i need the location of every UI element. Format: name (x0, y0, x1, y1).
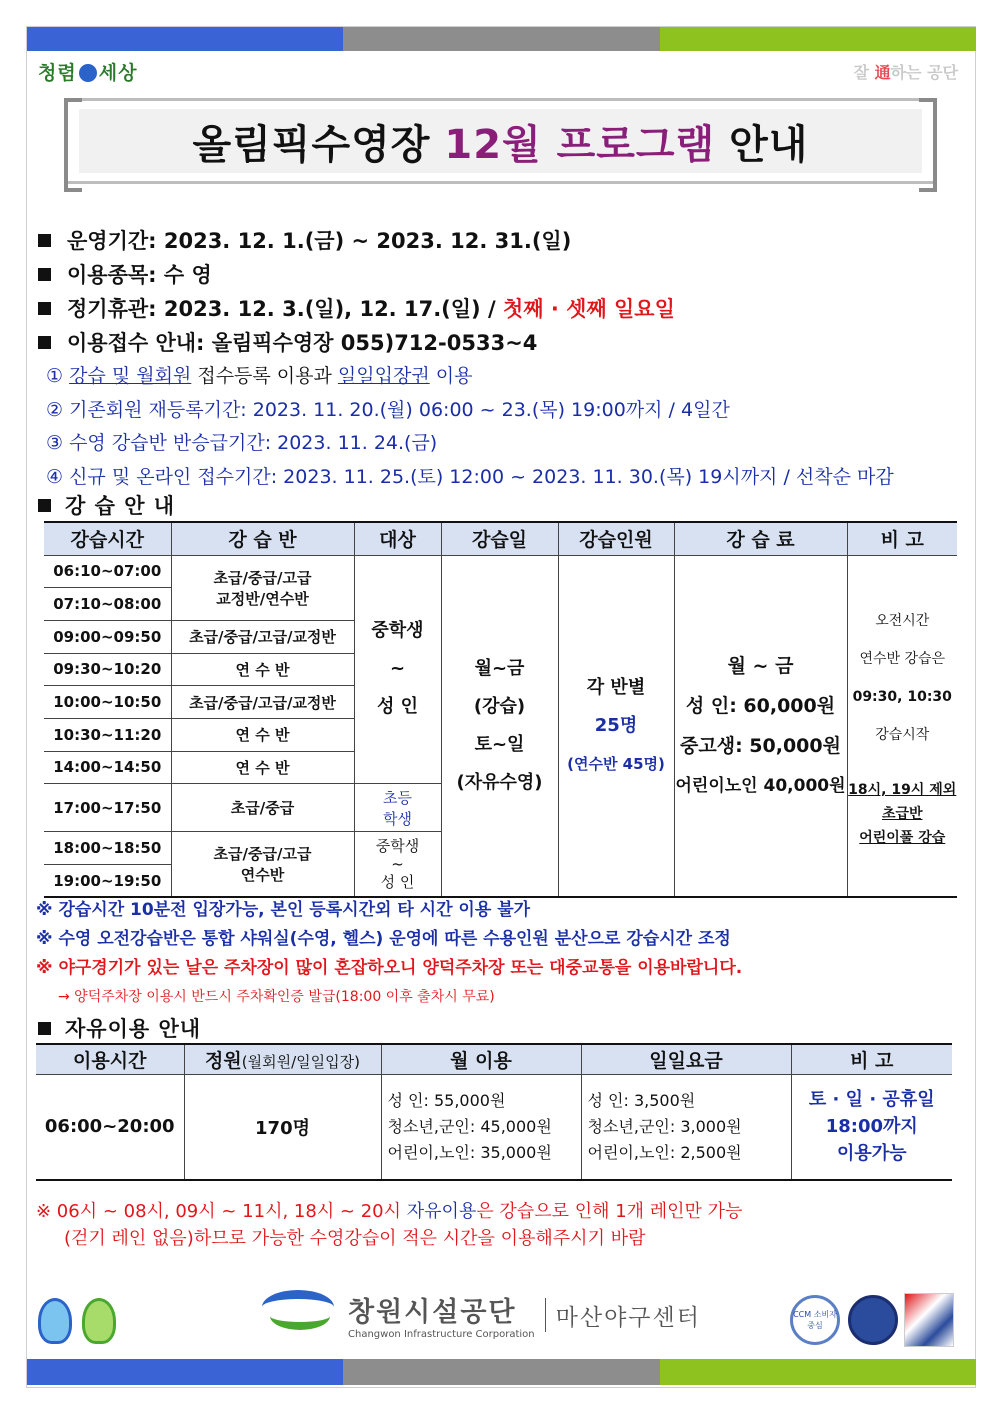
fee-cell: 월 ~ 금 성 인: 60,000원 중고생: 50,000원 어린이노인 40,000원 (674, 555, 847, 897)
days-cell: 월~금 (강습) 토~일 (자유수영) (441, 555, 558, 897)
mascot-blue-icon (38, 1298, 72, 1344)
free-section-title: 자유이용 안내 (38, 1013, 201, 1043)
col-header-note: 비 고 (847, 522, 957, 555)
org-english-name: Changwon Infrastructure Corporation (348, 1329, 535, 1340)
free-capacity-cell: 170명 (184, 1074, 381, 1180)
col-header-target: 대상 (354, 522, 441, 555)
award-seal-icon (904, 1293, 954, 1347)
operation-info (38, 224, 675, 360)
class-cell: 초급/중급/고급 교정반/연수반 (171, 555, 354, 620)
class-cell: 초급/중급 (171, 784, 354, 832)
table-row (44, 555, 957, 588)
bullet-icon (38, 499, 51, 512)
free-header-row (36, 1044, 952, 1074)
organization-logo (262, 1290, 701, 1340)
time-cell: 10:30~11:20 (44, 718, 171, 751)
corp-mark-icon (262, 1290, 334, 1340)
info-closed: 정기휴관: 2023. 12. 3.(일), 12. 17.(일) / 첫째 · 셋째 일요일 (38, 292, 675, 326)
col-header-time: 이용시간 (36, 1044, 184, 1074)
class-cell: 초급/중급/고급 연수반 (171, 832, 354, 897)
class-cell: 연 수 반 (171, 751, 354, 784)
sun-icon (79, 64, 97, 82)
bullet-icon (38, 302, 51, 315)
bullet-icon (38, 234, 51, 247)
clean-world-logo: 청렴 세상 (38, 62, 138, 84)
bullet-icon (38, 268, 51, 281)
target-cell: 중학생 ~ 성 인 (354, 555, 441, 784)
title-banner (64, 98, 937, 184)
time-cell: 10:00~10:50 (44, 686, 171, 719)
registration-notes (46, 360, 894, 494)
lesson-note-3: ※ 야구경기가 있는 날은 주차장이 많이 혼잡하오니 양덕주차장 또는 대중교통을 이용바랍니다. (36, 958, 743, 978)
col-header-days: 강습일 (441, 522, 558, 555)
col-header-daily: 일일요금 (581, 1044, 791, 1074)
certification-badge-icon (848, 1295, 898, 1345)
free-use-notes (36, 1198, 742, 1252)
free-use-table (36, 1043, 952, 1181)
top-color-stripe (27, 27, 976, 51)
lessons-header-row (44, 522, 957, 555)
info-sport: 이용종목: 수 영 (38, 258, 675, 292)
col-header-class: 강 습 반 (171, 522, 354, 555)
col-header-capacity: 정원(월회원/일일입장) (184, 1044, 381, 1074)
col-header-fee: 강 습 료 (674, 522, 847, 555)
mascot-green-icon (82, 1298, 116, 1344)
time-cell: 07:10~08:00 (44, 588, 171, 621)
time-cell: 06:10~07:00 (44, 555, 171, 588)
col-header-time: 강습시간 (44, 522, 171, 555)
col-header-capacity: 강습인원 (558, 522, 674, 555)
note-cell: 오전시간 연수반 강습은 09:30, 10:30 강습시작 18시, 19시 제외 초급반 어린이풀 강습 (847, 555, 957, 897)
col-header-monthly: 월 이용 (381, 1044, 581, 1074)
col-header-note: 비 고 (791, 1044, 952, 1074)
free-time-cell: 06:00~20:00 (36, 1074, 184, 1180)
lesson-note-2: ※ 수영 오전강습반은 통합 샤워실(수영, 헬스) 운영에 따른 수용인원 분산으로 강습시간 조정 (36, 929, 731, 949)
target-evening-cell: 중학생 ~ 성 인 (354, 832, 441, 897)
note-3: ③ 수영 강습반 반승급기간: 2023. 11. 24.(금) (46, 432, 438, 454)
class-cell: 초급/중급/고급/교정반 (171, 620, 354, 653)
time-cell: 14:00~14:50 (44, 751, 171, 784)
class-cell: 초급/중급/고급/교정반 (171, 686, 354, 719)
time-cell: 19:00~19:50 (44, 865, 171, 898)
page-title: 올림픽수영장 12월 프로그램 안내 (79, 109, 922, 173)
monthly-fee-cell: 성 인: 55,000원 청소년,군인: 45,000원 어린이,노인: 35,000원 (381, 1074, 581, 1180)
lesson-notes (36, 896, 742, 1012)
lesson-note-4: → 양덕주차장 이용시 반드시 주차확인증 발급(18:00 이후 출차시 무료) (58, 989, 495, 1005)
lesson-note-1: ※ 강습시간 10분전 입장가능, 본인 등록시간외 타 시간 이용 불가 (36, 900, 531, 920)
bullet-icon (38, 1022, 51, 1035)
bullet-icon (38, 336, 51, 349)
center-name: 마산야구센터 (555, 1304, 701, 1331)
note-4: ④ 신규 및 온라인 접수기간: 2023. 11. 25.(토) 12:00 ~ 2023. 11. 30.(목) 19시까지 / 선착순 마감 (46, 465, 894, 488)
time-cell: 18:00~18:50 (44, 832, 171, 865)
table-row (36, 1074, 952, 1180)
org-name: 창원시설공단 (348, 1297, 517, 1328)
time-cell: 09:00~09:50 (44, 620, 171, 653)
note-1: ① 강습 및 월회원 접수등록 이용과 일일입장권 이용 (46, 365, 473, 387)
ccm-badge-icon: CCM 소비자중심 (790, 1295, 840, 1345)
class-cell: 연 수 반 (171, 718, 354, 751)
time-cell: 17:00~17:50 (44, 784, 171, 832)
class-cell: 연 수 반 (171, 653, 354, 686)
lessons-table (44, 521, 957, 898)
target-kid-cell: 초등 학생 (354, 784, 441, 832)
capacity-cell: 각 반별 25명 (연수반 45명) (558, 555, 674, 897)
lessons-section-title: 강 습 안 내 (38, 490, 175, 520)
bottom-color-stripe (27, 1359, 976, 1385)
note-2: ② 기존회원 재등록기간: 2023. 11. 20.(월) 06:00 ~ 23.(목) 19:00까지 / 4일간 (46, 398, 730, 421)
info-period: 운영기간: 2023. 12. 1.(금) ~ 2023. 12. 31.(일) (38, 224, 675, 258)
free-note-2: (걷기 레인 없음)하므로 가능한 수영강습이 적은 시간을 이용해주시기 바람 (64, 1228, 646, 1249)
free-note-cell: 토 · 일 · 공휴일 18:00까지 이용가능 (791, 1074, 952, 1180)
info-contact: 이용접수 안내: 올림픽수영장 055)712-0533~4 (38, 326, 675, 360)
time-cell: 09:30~10:20 (44, 653, 171, 686)
free-note-1: ※ 06시 ~ 08시, 09시 ~ 11시, 18시 ~ 20시 자유이용은 강습으로 인해 1개 레인만 가능 (36, 1201, 743, 1222)
corp-slogan-logo: 잘 通하는 공단 (853, 63, 958, 82)
daily-fee-cell: 성 인: 3,500원 청소년,군인: 3,000원 어린이,노인: 2,500원 (581, 1074, 791, 1180)
